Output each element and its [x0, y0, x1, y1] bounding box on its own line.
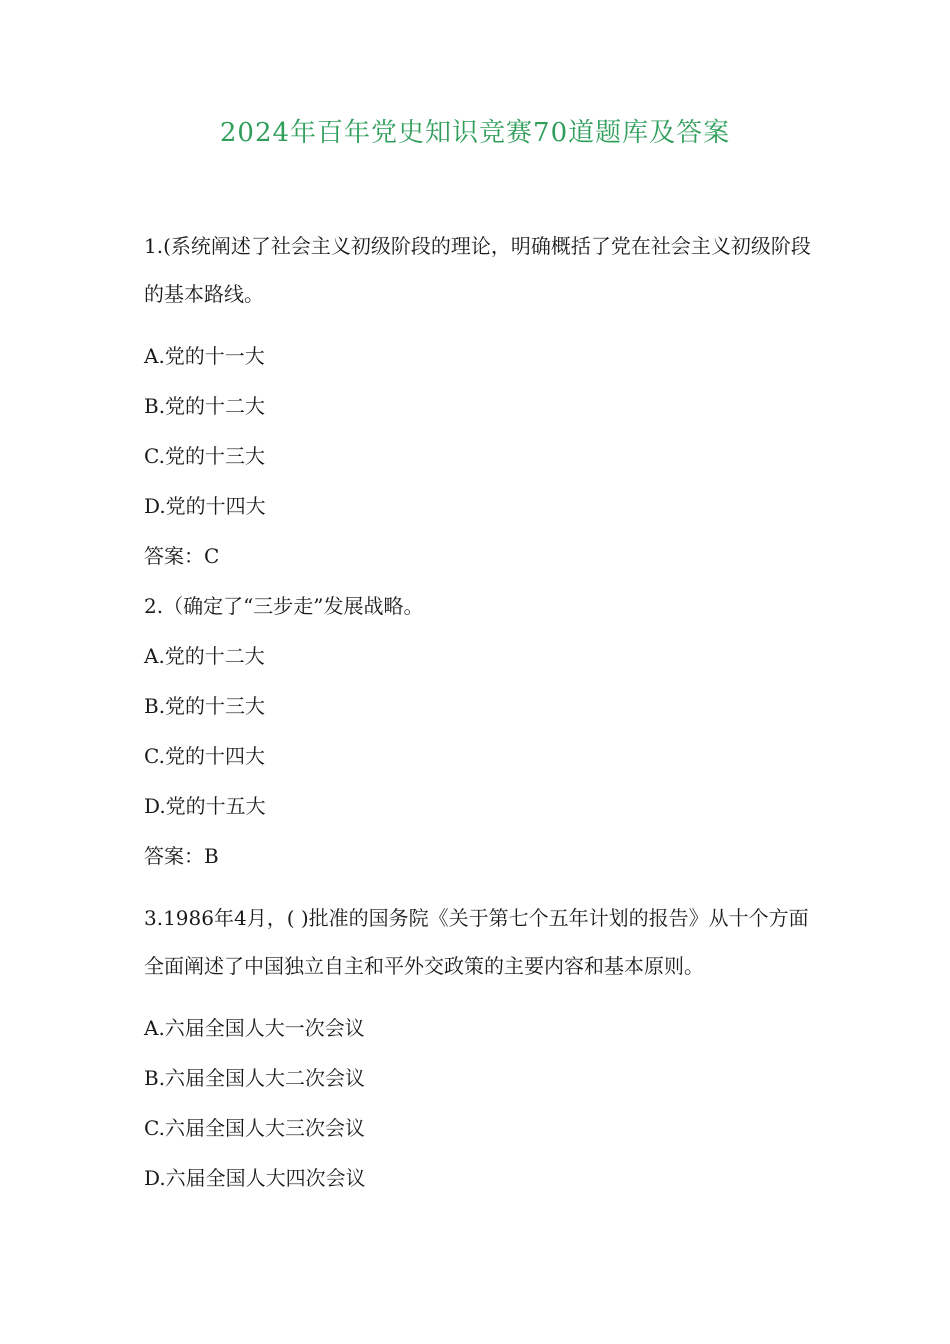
question-3 — [144, 894, 814, 1190]
option-c: C.六届全国人大三次会议 — [144, 1116, 365, 1140]
document-title: 2024年百年党史知识竞赛70道题库及答案 — [219, 118, 731, 148]
option-b: B.党的十三大 — [144, 694, 266, 718]
option-b: B.六届全国人大二次会议 — [144, 1066, 366, 1090]
option-b: B.党的十二大 — [144, 394, 266, 418]
option-c: C.党的十三大 — [144, 444, 265, 468]
question-list — [144, 222, 814, 1216]
question-stem: 2.（确定了“三步走”发展战略。 — [144, 594, 424, 618]
option-c: C.党的十四大 — [144, 744, 265, 768]
option-d: D.六届全国人大四次会议 — [144, 1166, 366, 1190]
option-a: A.党的十一大 — [144, 344, 265, 368]
option-d: D.党的十五大 — [144, 794, 266, 818]
option-a: A.六届全国人大一次会议 — [144, 1016, 365, 1040]
option-a: A.党的十二大 — [144, 644, 265, 668]
question-1 — [144, 222, 814, 568]
question-stem: 1.(系统阐述了社会主义初级阶段的理论，明确概括了党在社会主义初级阶段的基本路线。 — [144, 234, 811, 306]
question-stem: 3.1986年4月，( )批准的国务院《关于第七个五年计划的报告》从十个方面全面阐述了中国独立自主和平外交政策的主要内容和基本原则。 — [144, 906, 809, 978]
question-2 — [144, 594, 814, 868]
option-d: D.党的十四大 — [144, 494, 266, 518]
answer: 答案：B — [144, 844, 219, 868]
answer: 答案：C — [144, 544, 220, 568]
